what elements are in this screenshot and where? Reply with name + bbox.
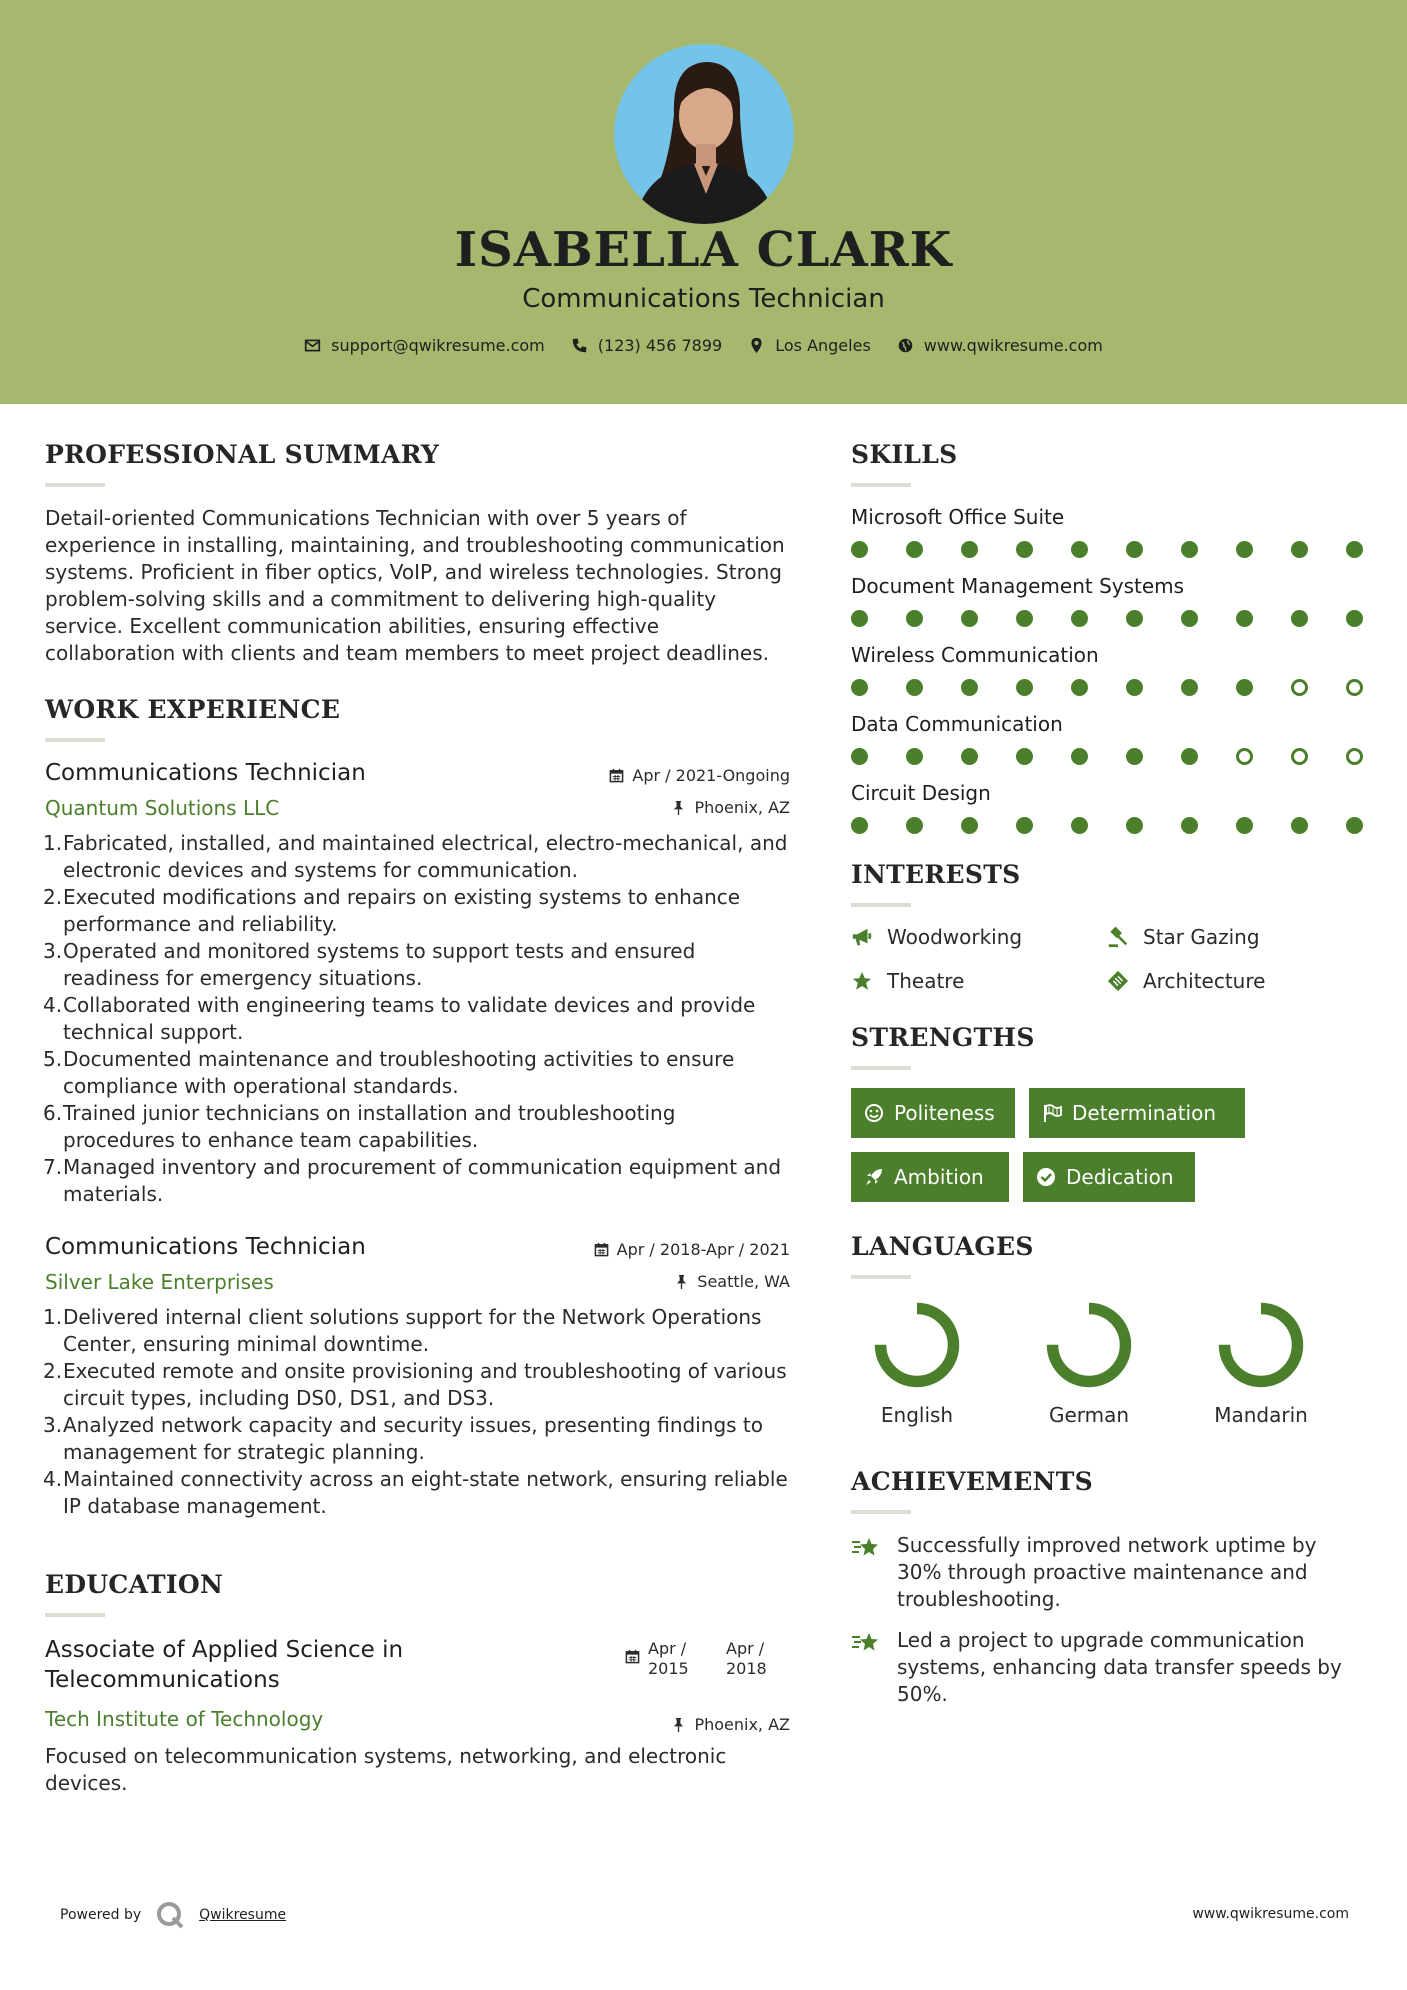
language-gauge — [1213, 1297, 1309, 1393]
calendar-icon — [594, 1242, 609, 1257]
job-company: Quantum Solutions LLC — [45, 796, 280, 820]
rating-dot-filled — [1071, 748, 1088, 765]
rating-dot-filled — [1291, 817, 1308, 834]
list-item: 7. Managed inventory and procurement of communication equipment and materials. — [43, 1155, 782, 1206]
profile-photo-illustration — [614, 44, 794, 224]
rocket-icon — [864, 1167, 884, 1187]
language-gauge — [869, 1297, 965, 1393]
section-divider — [851, 1510, 911, 1514]
language-item — [1029, 1297, 1149, 1427]
rating-dot-filled — [1126, 817, 1143, 834]
list-item: 3. Analyzed network capacity and security issues, presenting findings to management for strategic planning. — [43, 1413, 763, 1464]
job-date — [609, 766, 790, 785]
strength-label: Politeness — [894, 1101, 995, 1125]
skills-list — [851, 505, 1371, 834]
rating-dot-filled — [851, 610, 868, 627]
list-item: 2. Executed modifications and repairs on existing systems to enhance performance and reliability. — [43, 885, 741, 936]
summary-text: Detail-oriented Communications Technician with over 5 years of experience in installing, maintaining, and troubleshooting communication systems. Proficient in fiber optics, VoIP, and wireless technologies. Strong problem-solving skills and a commitment to delivering high-quality service. Excellent communication abilities, ensuring effective collaboration with clients and team members to meet project deadlines. — [45, 506, 785, 665]
job-company: Silver Lake Enterprises — [45, 1270, 274, 1294]
rating-dot-filled — [851, 817, 868, 834]
education-location-text: Phoenix, AZ — [694, 1715, 790, 1734]
rating-dot-filled — [1346, 541, 1363, 558]
contact-location-text: Los Angeles — [775, 336, 871, 355]
ticket-icon — [1107, 970, 1129, 992]
rating-dot-empty — [1291, 748, 1308, 765]
gavel-icon — [1107, 926, 1129, 948]
strength-chip — [1023, 1152, 1195, 1202]
list-item: 6. Trained junior technicians on installation and troubleshooting procedures to enhance team capabilities. — [43, 1101, 676, 1152]
rating-dot-filled — [1181, 748, 1198, 765]
section-divider — [45, 738, 105, 742]
job-entry — [45, 1234, 790, 1520]
languages-heading: LANGUAGES — [851, 1232, 1034, 1261]
rating-dot-filled — [961, 748, 978, 765]
candidate-title: Communications Technician — [522, 284, 885, 314]
rating-dot-filled — [1071, 679, 1088, 696]
skill-item — [851, 505, 1371, 558]
qwikresume-logo-icon — [155, 1900, 185, 1930]
job-bullets — [45, 1304, 790, 1520]
rating-dot-filled — [1016, 610, 1033, 627]
strengths-list — [851, 1088, 1351, 1202]
rating-dot-filled — [1181, 817, 1198, 834]
languages-list — [857, 1297, 1371, 1427]
achievements-heading: ACHIEVEMENTS — [851, 1467, 1093, 1496]
rating-dot-filled — [1071, 817, 1088, 834]
interests-grid — [851, 925, 1371, 993]
interest-item — [851, 925, 1107, 949]
contact-bar — [0, 336, 1407, 355]
skills-heading: SKILLS — [851, 440, 958, 469]
interest-item — [1107, 925, 1363, 949]
achievement-text: Successfully improved network uptime by 30% through proactive maintenance and troubleshooting. — [897, 1533, 1317, 1611]
list-item: 3. Operated and monitored systems to support tests and ensured readiness for emergency situations. — [43, 939, 696, 990]
interest-item — [851, 969, 1107, 993]
pushpin-icon — [671, 1717, 686, 1732]
job-bullets — [45, 830, 790, 1208]
experience-heading: WORK EXPERIENCE — [45, 695, 341, 724]
rating-dot-filled — [1236, 679, 1253, 696]
strength-label: Determination — [1072, 1101, 1217, 1125]
skill-item — [851, 712, 1371, 765]
bullhorn-icon — [851, 926, 873, 948]
rating-dot-filled — [1016, 748, 1033, 765]
rating-dot-empty — [1236, 748, 1253, 765]
rating-dot-filled — [1346, 817, 1363, 834]
list-item: 4. Collaborated with engineering teams to validate devices and provide technical support. — [43, 993, 756, 1044]
rating-dot-filled — [961, 679, 978, 696]
language-name: German — [1048, 1403, 1130, 1427]
language-item — [1201, 1297, 1321, 1427]
achievement-text: Led a project to upgrade communication systems, enhancing data transfer speeds by 50%. — [897, 1628, 1342, 1706]
strengths-heading: STRENGTHS — [851, 1023, 1035, 1052]
contact-website-text: www.qwikresume.com — [923, 336, 1103, 355]
contact-location — [748, 336, 871, 355]
education-entry — [45, 1635, 790, 1743]
envelope-icon — [304, 337, 321, 354]
strength-label: Ambition — [894, 1165, 984, 1189]
skill-rating — [851, 610, 1371, 627]
shooting-star-icon — [851, 1629, 881, 1655]
achievement-item — [851, 1627, 1371, 1708]
education-date — [625, 1639, 774, 1679]
section-divider — [851, 903, 911, 907]
contact-website[interactable] — [897, 336, 1103, 355]
skill-rating — [851, 541, 1371, 558]
header-banner — [0, 0, 1407, 404]
education-date-end: Apr / 2018 — [726, 1639, 767, 1678]
rating-dot-filled — [906, 541, 923, 558]
interest-label: Theatre — [887, 969, 965, 993]
rating-dot-empty — [1346, 748, 1363, 765]
list-item: 1. Fabricated, installed, and maintained electrical, electro-mechanical, and electronic devices and systems for communication. — [43, 831, 788, 882]
rating-dot-filled — [1181, 541, 1198, 558]
education-description: Focused on telecommunication systems, networking, and electronic devices. — [45, 1744, 727, 1795]
job-date-text: Apr / 2021-Ongoing — [632, 766, 790, 785]
language-gauge — [1041, 1297, 1137, 1393]
interests-heading: INTERESTS — [851, 860, 1021, 889]
job-location — [674, 1272, 790, 1291]
left-column — [45, 440, 790, 1797]
rating-dot-filled — [906, 748, 923, 765]
pushpin-icon — [671, 800, 686, 815]
rating-dot-filled — [1126, 679, 1143, 696]
interest-label: Architecture — [1143, 969, 1266, 993]
job-location — [671, 798, 790, 817]
skill-name: Data Communication — [851, 712, 1063, 736]
job-entry — [45, 760, 790, 1208]
job-location-text: Phoenix, AZ — [694, 798, 790, 817]
list-item: 4. Maintained connectivity across an eight-state network, ensuring reliable IP database management. — [43, 1467, 788, 1518]
skill-rating — [851, 817, 1371, 834]
rating-dot-empty — [1291, 679, 1308, 696]
rating-dot-filled — [961, 817, 978, 834]
job-title: Communications Technician — [45, 1234, 366, 1260]
interest-item — [1107, 969, 1363, 993]
strength-chip — [851, 1088, 1015, 1138]
rating-dot-filled — [1236, 817, 1253, 834]
section-divider — [45, 483, 105, 487]
skill-name: Microsoft Office Suite — [851, 505, 1065, 529]
footer-website[interactable]: www.qwikresume.com — [1192, 1906, 1349, 1922]
map-marker-icon — [748, 337, 765, 354]
rating-dot-filled — [906, 679, 923, 696]
smile-icon — [864, 1103, 884, 1123]
rating-dot-filled — [1126, 541, 1143, 558]
list-item: 2. Executed remote and onsite provisioning and troubleshooting of various circuit types, including DS0, DS1, and DS3. — [43, 1359, 787, 1410]
flag-icon — [1042, 1103, 1062, 1123]
job-title: Communications Technician — [45, 760, 366, 786]
achievement-item — [851, 1532, 1371, 1613]
interest-label: Woodworking — [887, 925, 1023, 949]
rating-dot-filled — [1236, 541, 1253, 558]
list-item: 5. Documented maintenance and troubleshooting activities to ensure compliance with operational standards. — [43, 1047, 735, 1098]
rating-dot-filled — [1126, 610, 1143, 627]
rating-dot-filled — [1346, 610, 1363, 627]
contact-phone[interactable] — [571, 336, 722, 355]
education-location — [671, 1715, 790, 1734]
language-name: English — [880, 1403, 954, 1427]
shooting-star-icon — [851, 1534, 881, 1560]
rating-dot-filled — [1071, 541, 1088, 558]
calendar-icon — [609, 768, 624, 783]
strength-chip — [851, 1152, 1009, 1202]
rating-dot-filled — [851, 679, 868, 696]
footer-powered-by — [60, 1900, 286, 1930]
skill-item — [851, 643, 1371, 696]
rating-dot-filled — [961, 610, 978, 627]
contact-email[interactable] — [304, 336, 545, 355]
skill-item — [851, 574, 1371, 627]
right-column — [851, 440, 1371, 1722]
pushpin-icon — [674, 1274, 689, 1289]
list-item: 1. Delivered internal client solutions support for the Network Operations Center, ensuring minimal downtime. — [43, 1305, 762, 1356]
strength-chip — [1029, 1088, 1245, 1138]
skill-rating — [851, 748, 1371, 765]
rating-dot-filled — [1291, 541, 1308, 558]
job-date — [594, 1240, 790, 1259]
section-divider — [851, 1066, 911, 1070]
skill-name: Document Management Systems — [851, 574, 1185, 598]
contact-phone-text: (123) 456 7899 — [597, 336, 723, 355]
check-circle-icon — [1036, 1167, 1056, 1187]
rating-dot-filled — [906, 817, 923, 834]
rating-dot-filled — [1016, 679, 1033, 696]
skill-rating — [851, 679, 1371, 696]
rating-dot-filled — [851, 541, 868, 558]
education-date-start: Apr / 2015 — [648, 1639, 689, 1678]
rating-dot-filled — [961, 541, 978, 558]
education-school: Tech Institute of Technology — [45, 1707, 324, 1731]
rating-dot-filled — [1016, 541, 1033, 558]
powered-by-label: Powered by — [60, 1907, 142, 1923]
phone-icon — [571, 337, 588, 354]
summary-heading: PROFESSIONAL SUMMARY — [45, 440, 440, 469]
skill-name: Wireless Communication — [851, 643, 1099, 667]
rating-dot-filled — [1236, 610, 1253, 627]
strength-label: Dedication — [1066, 1165, 1174, 1189]
rating-dot-filled — [1071, 610, 1088, 627]
section-divider — [851, 483, 911, 487]
rating-dot-filled — [906, 610, 923, 627]
globe-icon — [897, 337, 914, 354]
education-heading: EDUCATION — [45, 1570, 224, 1599]
education-degree: Associate of Applied Science in Telecommunications — [45, 1637, 404, 1693]
interest-label: Star Gazing — [1143, 925, 1260, 949]
star-icon — [851, 970, 873, 992]
contact-email-text: support@qwikresume.com — [331, 336, 545, 355]
rating-dot-filled — [851, 748, 868, 765]
rating-dot-filled — [1181, 610, 1198, 627]
brand-link[interactable]: Qwikresume — [199, 1907, 287, 1923]
section-divider — [851, 1275, 911, 1279]
language-item — [857, 1297, 977, 1427]
section-divider — [45, 1613, 105, 1617]
rating-dot-empty — [1346, 679, 1363, 696]
rating-dot-filled — [1016, 817, 1033, 834]
skill-name: Circuit Design — [851, 781, 991, 805]
candidate-name: ISABELLA CLARK — [454, 222, 953, 278]
rating-dot-filled — [1126, 748, 1143, 765]
rating-dot-filled — [1291, 610, 1308, 627]
calendar-icon — [625, 1649, 640, 1664]
profile-photo — [614, 44, 794, 224]
language-name: Mandarin — [1214, 1403, 1308, 1427]
job-location-text: Seattle, WA — [697, 1272, 790, 1291]
skill-item — [851, 781, 1371, 834]
job-date-text: Apr / 2018-Apr / 2021 — [616, 1240, 790, 1259]
rating-dot-filled — [1181, 679, 1198, 696]
